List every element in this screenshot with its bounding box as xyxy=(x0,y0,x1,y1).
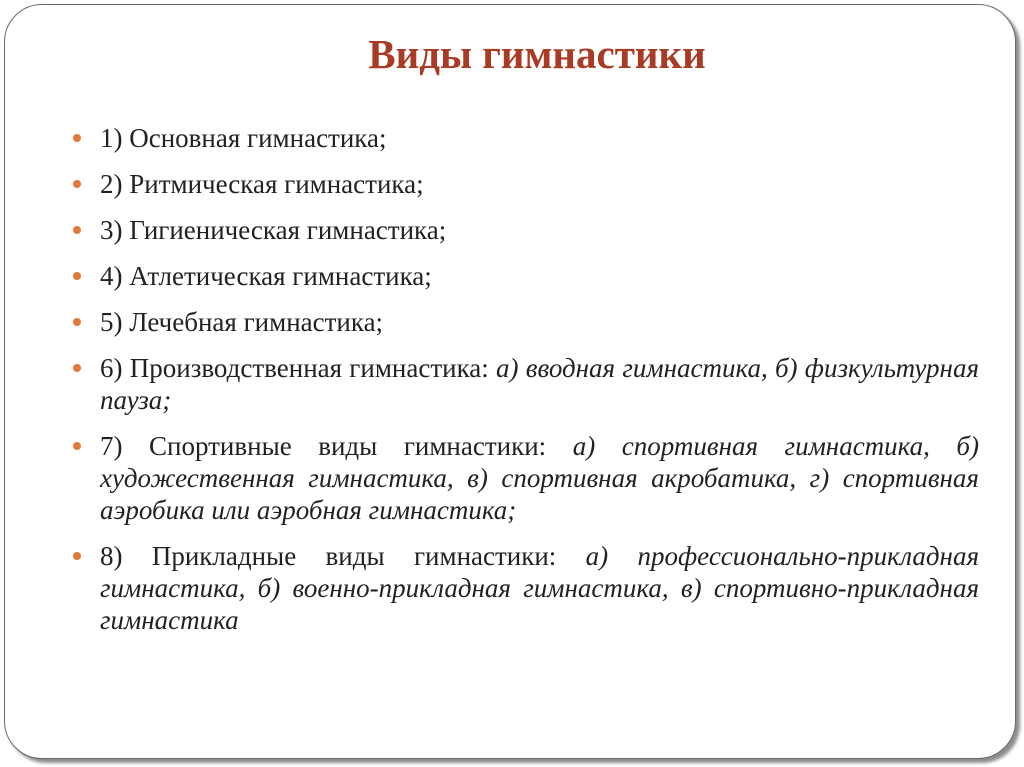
list-item xyxy=(69,352,979,416)
bullet-icon xyxy=(73,318,81,326)
item-main-text: 6) Производственная гимнастика: xyxy=(100,353,497,383)
gymnastics-types-list xyxy=(69,122,979,650)
item-main-text: 3) Гигиеническая гимнастика; xyxy=(100,215,447,245)
item-main-text: 8) Прикладные виды гимнастики: xyxy=(100,541,586,571)
item-main-text: 7) Спортивные виды гимнастики: xyxy=(100,431,573,461)
item-main-text: 4) Атлетическая гимнастика; xyxy=(100,261,432,291)
item-main-text: 5) Лечебная гимнастика; xyxy=(100,307,384,337)
list-item xyxy=(69,168,979,200)
item-main-text: 2) Ритмическая гимнастика; xyxy=(100,169,424,199)
bullet-icon xyxy=(73,180,81,188)
bullet-icon xyxy=(73,552,81,560)
item-detail-text: а) профессионально-прикладная гимнастика, б) военно-прикладная гимнастика, в) спортивно-прикладная гимнастика xyxy=(100,541,979,635)
item-detail-text: а) спортивная гимнастика, б) художественная гимнастика, в) спортивная акробатика, г) спортивная аэробика или аэробная гимнастика; xyxy=(100,431,979,525)
bullet-icon xyxy=(73,364,81,372)
list-item xyxy=(69,122,979,154)
bullet-icon xyxy=(73,442,81,450)
list-item xyxy=(69,430,979,526)
item-detail-text: а) вводная гимнастика, б) физкультурная пауза; xyxy=(100,353,979,415)
slide-title: Виды гимнастики xyxy=(368,31,706,77)
item-main-text: 1) Основная гимнастика; xyxy=(100,123,387,153)
list-item xyxy=(69,540,979,636)
bullet-icon xyxy=(73,272,81,280)
list-item xyxy=(69,214,979,246)
bullet-icon xyxy=(73,226,81,234)
list-item xyxy=(69,260,979,292)
list-item xyxy=(69,306,979,338)
bullet-icon xyxy=(73,134,81,142)
